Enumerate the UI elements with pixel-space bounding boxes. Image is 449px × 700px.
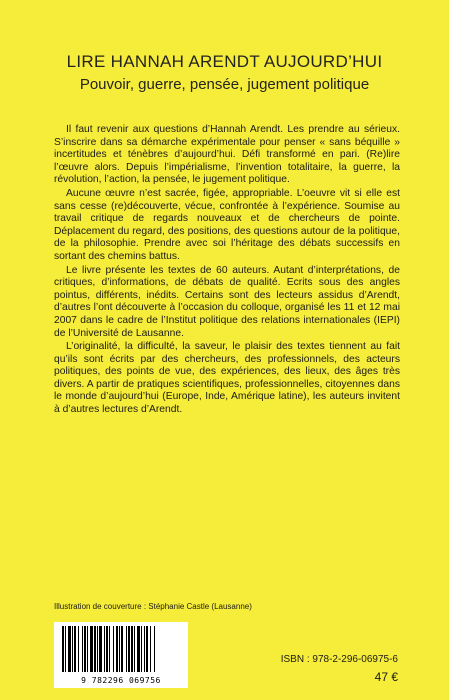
price: 47 € — [374, 670, 398, 684]
book-title: LIRE HANNAH ARENDT AUJOURD’HUI — [66, 52, 383, 71]
barcode-bars-icon — [60, 626, 182, 674]
barcode — [54, 622, 188, 688]
barcode-digits: 9 782296 069756 — [81, 676, 161, 685]
illustration-credit: Illustration de couverture : Stéphanie Castle (Lausanne) — [54, 602, 252, 611]
book-subtitle: Pouvoir, guerre, pensée, jugement politique — [79, 76, 370, 93]
blurb-paragraph: Aucune œuvre n’est sacrée, figée, appropriable. L’oeuvre vit si elle est sans cesse (re)découverte, vécue, confrontée à l’expérience. Soumise au travail critique de regards nouveaux et de chercheurs de pointe. Déplacement du regard, des positions, des questions autour de la politique, de la philosophie. Prendre avec soi l’héritage des débats successifs en sortant des chemins battus. — [54, 187, 400, 262]
blurb-paragraph: Il faut revenir aux questions d’Hannah Arendt. Les prendre au sérieux. S’inscrire dans sa démarche expérimentale pour penser « sans béquille » incertitudes et ténèbres d’aujourd’hui. Défi transformé en pari. (Re)lire l’œuvre alors. Depuis l’impérialisme, l’invention totalitaire, la guerre, la révolution, l’action, la pensée, le jugement politique. — [54, 124, 400, 186]
blurb — [54, 124, 400, 418]
blurb-paragraph: Le livre présente les textes de 60 auteurs. Autant d’interprétations, de critiques, d’informations, de débats de qualité. Ecrits sous des angles pointus, différents, inédits. Certains sont des lecteurs assidus d’Arendt, d’autres l’ont découverte à l’occasion du colloque, organisé les 11 et 12 mai 2007 dans le cadre de l’Institut politique des relations internationales (IEPI) de l’Université de Lausanne. — [54, 264, 400, 339]
isbn: ISBN : 978-2-296-06975-6 — [280, 654, 398, 665]
blurb-paragraph: L’originalité, la difficulté, la saveur, le plaisir des textes tiennent au fait qu’ils sont écrits par des chercheurs, des professionnels, des acteurs politiques, des points de vue, des expériences, des lieux, des âges très divers. A partir de pratiques scientifiques, professionnelles, citoyennes dans le monde d’aujourd’hui (Europe, Inde, Amérique latine), les auteurs invitent à d’autres lectures d’Arendt. — [54, 341, 400, 416]
